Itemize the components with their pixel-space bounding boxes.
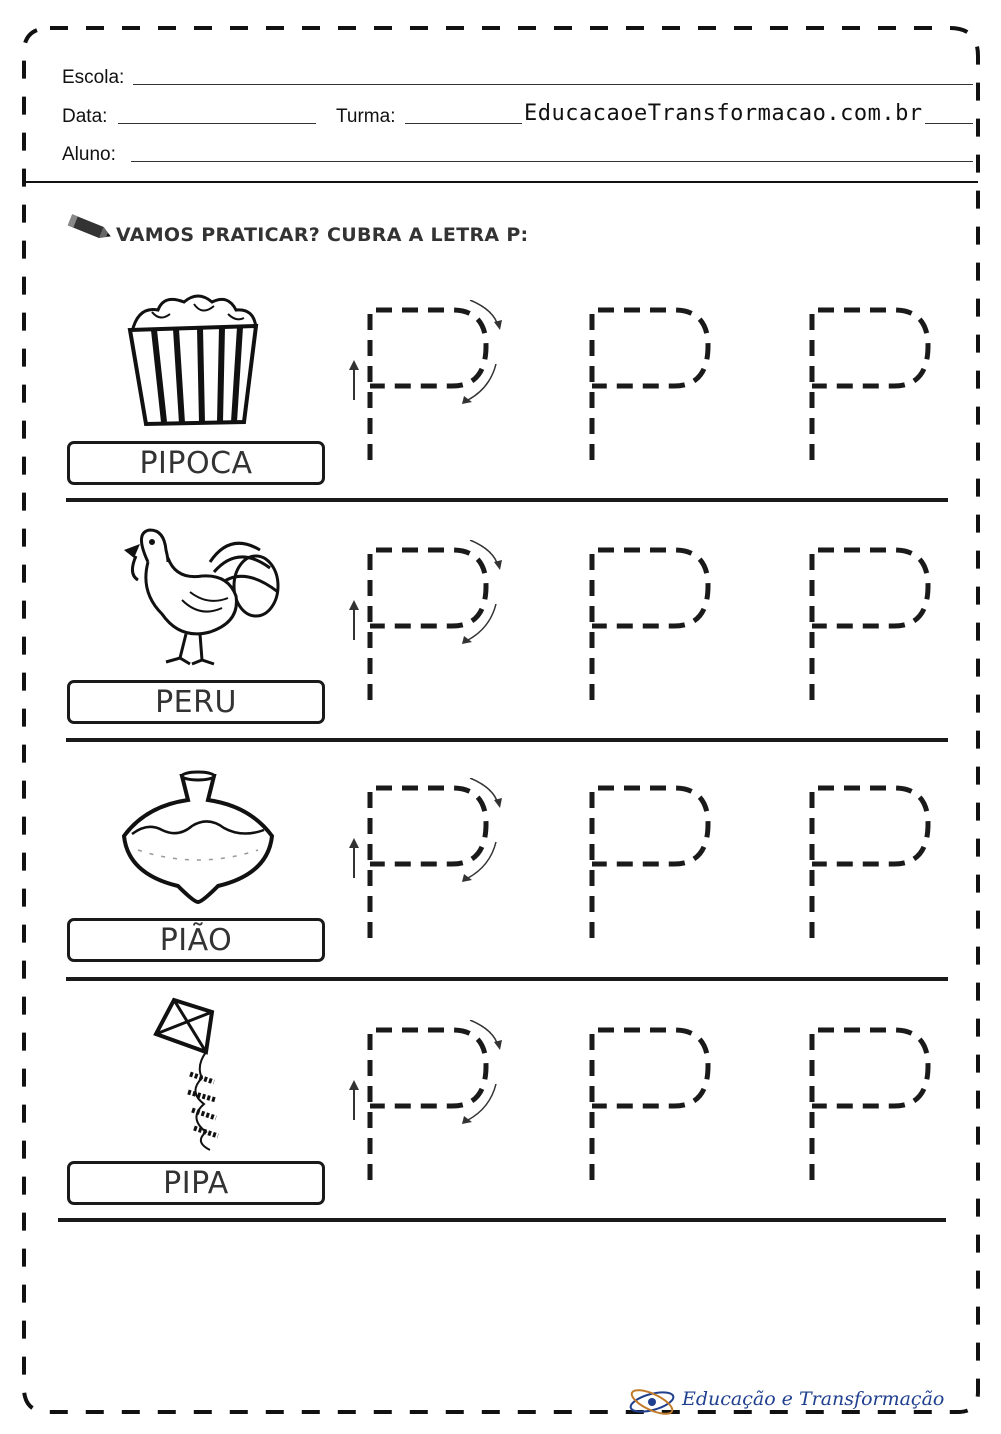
arrow-head-icon — [494, 798, 502, 808]
footer-brand — [628, 1386, 948, 1418]
dashed-letter-p[interactable] — [358, 540, 508, 704]
row-divider — [66, 977, 948, 981]
dashed-letter-p[interactable] — [800, 778, 950, 942]
date-label: Data: — [62, 106, 108, 127]
row-divider — [66, 738, 948, 742]
stroke-direction-arrow — [470, 300, 498, 326]
class-label: Turma: — [336, 106, 396, 127]
arrow-head-icon — [462, 1116, 472, 1124]
stroke-direction-arrow — [470, 1020, 498, 1046]
kite-icon — [148, 996, 230, 1152]
word-box-peru: PERU — [67, 680, 325, 724]
arrow-head-icon — [462, 874, 472, 882]
word-box-pipa: PIPA — [67, 1161, 325, 1205]
arrow-head-icon — [462, 636, 472, 644]
dashed-letter-p[interactable] — [800, 1020, 950, 1184]
student-label: Aluno: — [62, 144, 116, 165]
dashed-letter-p[interactable] — [358, 300, 508, 464]
pencil-icon — [64, 214, 116, 244]
word-box-pipoca: PIPOCA — [67, 441, 325, 485]
arrow-head-icon — [494, 320, 502, 330]
dashed-letter-p[interactable] — [800, 300, 950, 464]
popcorn-icon — [124, 292, 262, 428]
stroke-direction-arrow — [470, 778, 498, 804]
dashed-letter-p[interactable] — [358, 778, 508, 942]
dashed-letter-p[interactable] — [580, 540, 730, 704]
dashed-letter-p[interactable] — [358, 1020, 508, 1184]
dashed-letter-p[interactable] — [580, 778, 730, 942]
dashed-letter-p[interactable] — [580, 300, 730, 464]
word-box-piao: PIÃO — [67, 918, 325, 962]
row-divider — [66, 498, 948, 502]
dashed-letter-p[interactable] — [800, 540, 950, 704]
up-arrow-icon — [348, 600, 360, 640]
student-field[interactable] — [131, 161, 973, 162]
row-divider — [58, 1218, 946, 1222]
up-arrow-icon — [348, 1080, 360, 1120]
school-label: Escola: — [62, 67, 125, 88]
date-field[interactable] — [118, 123, 316, 124]
stroke-direction-arrow — [470, 540, 498, 566]
site-url: EducacaoeTransformacao.com.br — [524, 101, 923, 126]
spinning-top-icon — [118, 770, 278, 904]
atom-logo-icon — [628, 1386, 678, 1418]
arrow-head-icon — [494, 560, 502, 570]
up-arrow-icon — [348, 838, 360, 878]
footer-brand-text: Educação e Transformação — [682, 1388, 945, 1410]
school-field[interactable] — [133, 84, 973, 85]
dashed-letter-p[interactable] — [580, 1020, 730, 1184]
arrow-head-icon — [462, 396, 472, 404]
up-arrow-icon — [348, 360, 360, 400]
instruction-text: VAMOS PRATICAR? CUBRA A LETRA P: — [116, 224, 529, 246]
arrow-head-icon — [494, 1040, 502, 1050]
turkey-icon — [110, 522, 282, 670]
